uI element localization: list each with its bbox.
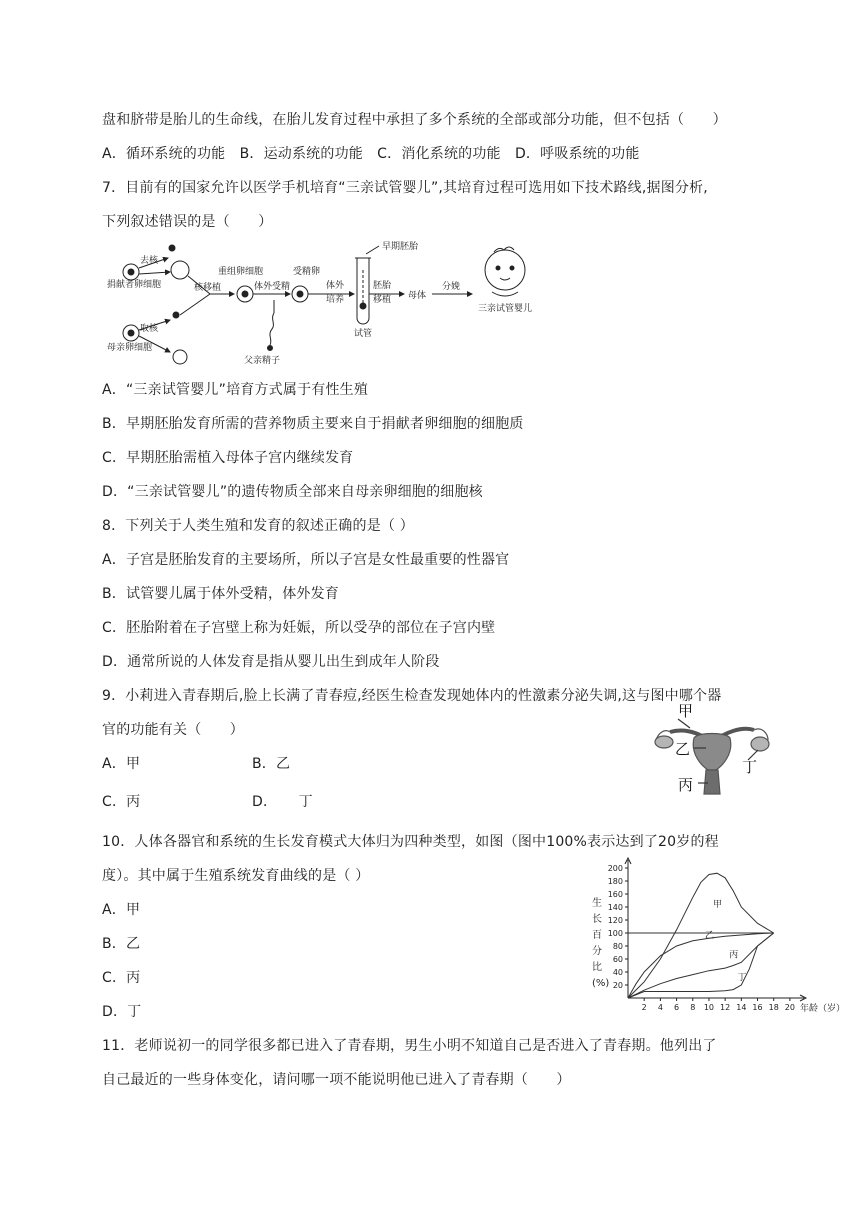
embryo-transfer-label-2: 移植: [373, 295, 392, 305]
x-tick-label: 20: [784, 1003, 795, 1012]
female-reproductive-system-figure: [650, 702, 775, 800]
ylabel-char: 分: [592, 946, 602, 957]
q6-options: A．循环系统的功能 B．运动系统的功能 C．消化系统的功能 D．呼吸系统的功能: [102, 146, 640, 162]
label-bing: 丙: [678, 776, 694, 794]
y-tick-label: 60: [612, 955, 623, 964]
nuclear-transfer-label: 核移植: [194, 283, 222, 293]
q9-option-a: A．甲: [102, 756, 141, 772]
reconstructed-egg-label: 重组卵细胞: [218, 267, 264, 277]
enucleated-egg: [171, 261, 189, 279]
father-sperm-label: 父亲精子: [244, 356, 281, 366]
y-tick-label: 40: [612, 968, 623, 977]
culture-label-2: 培养: [326, 295, 345, 305]
mother-egg-label: 母亲卵细胞: [107, 343, 153, 353]
test-tube-label: 试管: [354, 329, 373, 339]
label-jia: 甲: [678, 702, 694, 720]
ylabel-char: (%): [592, 978, 610, 989]
y-tick-label: 140: [607, 903, 623, 912]
y-tick-label: 200: [607, 864, 623, 873]
label-yi: 乙: [675, 740, 691, 758]
q7-option-c: C．早期胚胎需植入母体子宫内继续发育: [102, 450, 354, 466]
q7-option-a: A．“三亲试管婴儿”培育方式属于有性生殖: [102, 382, 369, 398]
baby-label: 三亲试管婴儿: [478, 304, 533, 314]
q9-option-c: C．丙: [102, 794, 141, 810]
label-ding: 丁: [742, 758, 758, 776]
q8-option-a: A．子宫是胚胎发育的主要场所，所以子宫是女性最重要的性器官: [102, 552, 510, 568]
x-tick-label: 2: [641, 1003, 647, 1012]
ivf-technology-diagram: [104, 240, 554, 365]
x-tick-label: 8: [690, 1003, 696, 1012]
y-tick-label: 120: [607, 916, 623, 925]
embryo-transfer-label-1: 胚胎: [373, 281, 392, 291]
series-line-甲: [628, 873, 774, 998]
y-tick-label: 20: [612, 981, 623, 990]
ylabel-char: 生: [592, 898, 602, 909]
x-tick-label: 18: [768, 1003, 779, 1012]
q9-stem-line1: 9．小莉进入青春期后,脸上长满了青春痘,经医生检查发现她体内的性激素分泌失调,这与图中哪个器: [102, 688, 722, 704]
x-tick-label: 10: [703, 1003, 715, 1012]
q6-stem-line: 盘和脐带是胎儿的生命线，在胎儿发育过程中承担了多个系统的全部或部分功能，但不包括（ ）: [102, 112, 727, 128]
q9-stem-line2: 官的功能有关（ ）: [102, 722, 244, 738]
baby-illustration: [485, 250, 525, 290]
q10-option-b: B．乙: [102, 936, 141, 952]
q10-option-d: D．丁: [102, 1004, 142, 1020]
ivf-label: 体外受精: [254, 282, 291, 292]
x-tick-label: 6: [674, 1003, 680, 1012]
q7-option-d: D．“三亲试管婴儿”的遗传物质全部来自母亲卵细胞的细胞核: [102, 484, 483, 500]
x-tick-label: 4: [657, 1003, 663, 1012]
x-tick-label: 14: [736, 1003, 747, 1012]
series-label: 乙: [704, 931, 714, 942]
q8-option-d: D．通常所说的人体发育是指从婴儿出生到成年人阶段: [102, 654, 440, 670]
q9-option-b: B．乙: [252, 756, 291, 772]
remove-nucleus-label: 去核: [140, 256, 159, 266]
q7-stem-line2: 下列叙述错误的是（ ）: [102, 214, 273, 230]
series-label: 丙: [729, 950, 739, 961]
q7-stem-line1: 7．目前有的国家允许以医学手机培育“三亲试管婴儿”,其培育过程可选用如下技术路线,据图分析,: [102, 180, 708, 196]
q10-option-a: A．甲: [102, 902, 141, 918]
q8-stem: 8．下列关于人类生殖和发育的叙述正确的是（ ）: [102, 518, 414, 534]
q10-stem-line1: 10．人体各器官和系统的生长发育模式大体归为四种类型，如图（图中100%表示达到了20岁的程: [102, 834, 719, 850]
x-tick-label: 12: [720, 1003, 731, 1012]
q10-option-c: C．丙: [102, 970, 141, 986]
q11-stem-line2: 自己最近的一些身体变化，请问哪一项不能说明他已进入了青春期（ ）: [102, 1072, 571, 1088]
vagina: [704, 770, 720, 794]
delivery-label: 分娩: [442, 282, 461, 292]
x-tick-label: 16: [752, 1003, 763, 1012]
ovary-left: [655, 736, 673, 748]
q11-stem-line1: 11．老师说初一的同学很多都已进入了青春期，男生小明不知道自己是否进入了青春期。他列出了: [102, 1038, 717, 1054]
q8-option-c: C．胚胎附着在子宫壁上称为妊娠，所以受孕的部位在子宫内壁: [102, 620, 496, 636]
ylabel-char: 长: [592, 914, 602, 925]
y-tick-label: 100: [607, 929, 623, 938]
growth-pattern-chart: [590, 858, 846, 1028]
series-line-丙: [628, 933, 774, 998]
q7-option-b: B．早期胚胎发育所需的营养物质主要来自于捐献者卵细胞的细胞质: [102, 416, 524, 432]
mother-body-label: 母体: [408, 291, 427, 301]
ovary-right: [751, 737, 769, 751]
ylabel-char: 百: [592, 930, 602, 941]
fertilized-egg-label: 受精卵: [293, 267, 321, 277]
donor-egg-label: 捐献者卵细胞: [107, 280, 162, 290]
series-label: 丁: [737, 972, 747, 983]
mother-egg-remnant: [173, 350, 187, 364]
culture-label-1: 体外: [326, 281, 345, 291]
uterus: [693, 734, 731, 771]
q9-option-d: D． 丁: [252, 794, 313, 810]
q8-option-b: B．试管婴儿属于体外受精，体外发育: [102, 586, 340, 602]
chart-xlabel: 年龄（岁）: [800, 1004, 846, 1014]
take-nucleus-label: 取核: [140, 324, 159, 334]
ylabel-char: 比: [592, 962, 602, 973]
father-sperm: [268, 346, 273, 351]
y-tick-label: 180: [607, 877, 623, 886]
y-tick-label: 160: [607, 890, 623, 899]
series-label: 甲: [713, 900, 723, 910]
y-tick-label: 80: [612, 942, 623, 951]
q10-stem-line2: 度）。其中属于生殖系统发育曲线的是（ ）: [102, 868, 370, 884]
early-embryo-label: 早期胚胎: [382, 242, 419, 252]
